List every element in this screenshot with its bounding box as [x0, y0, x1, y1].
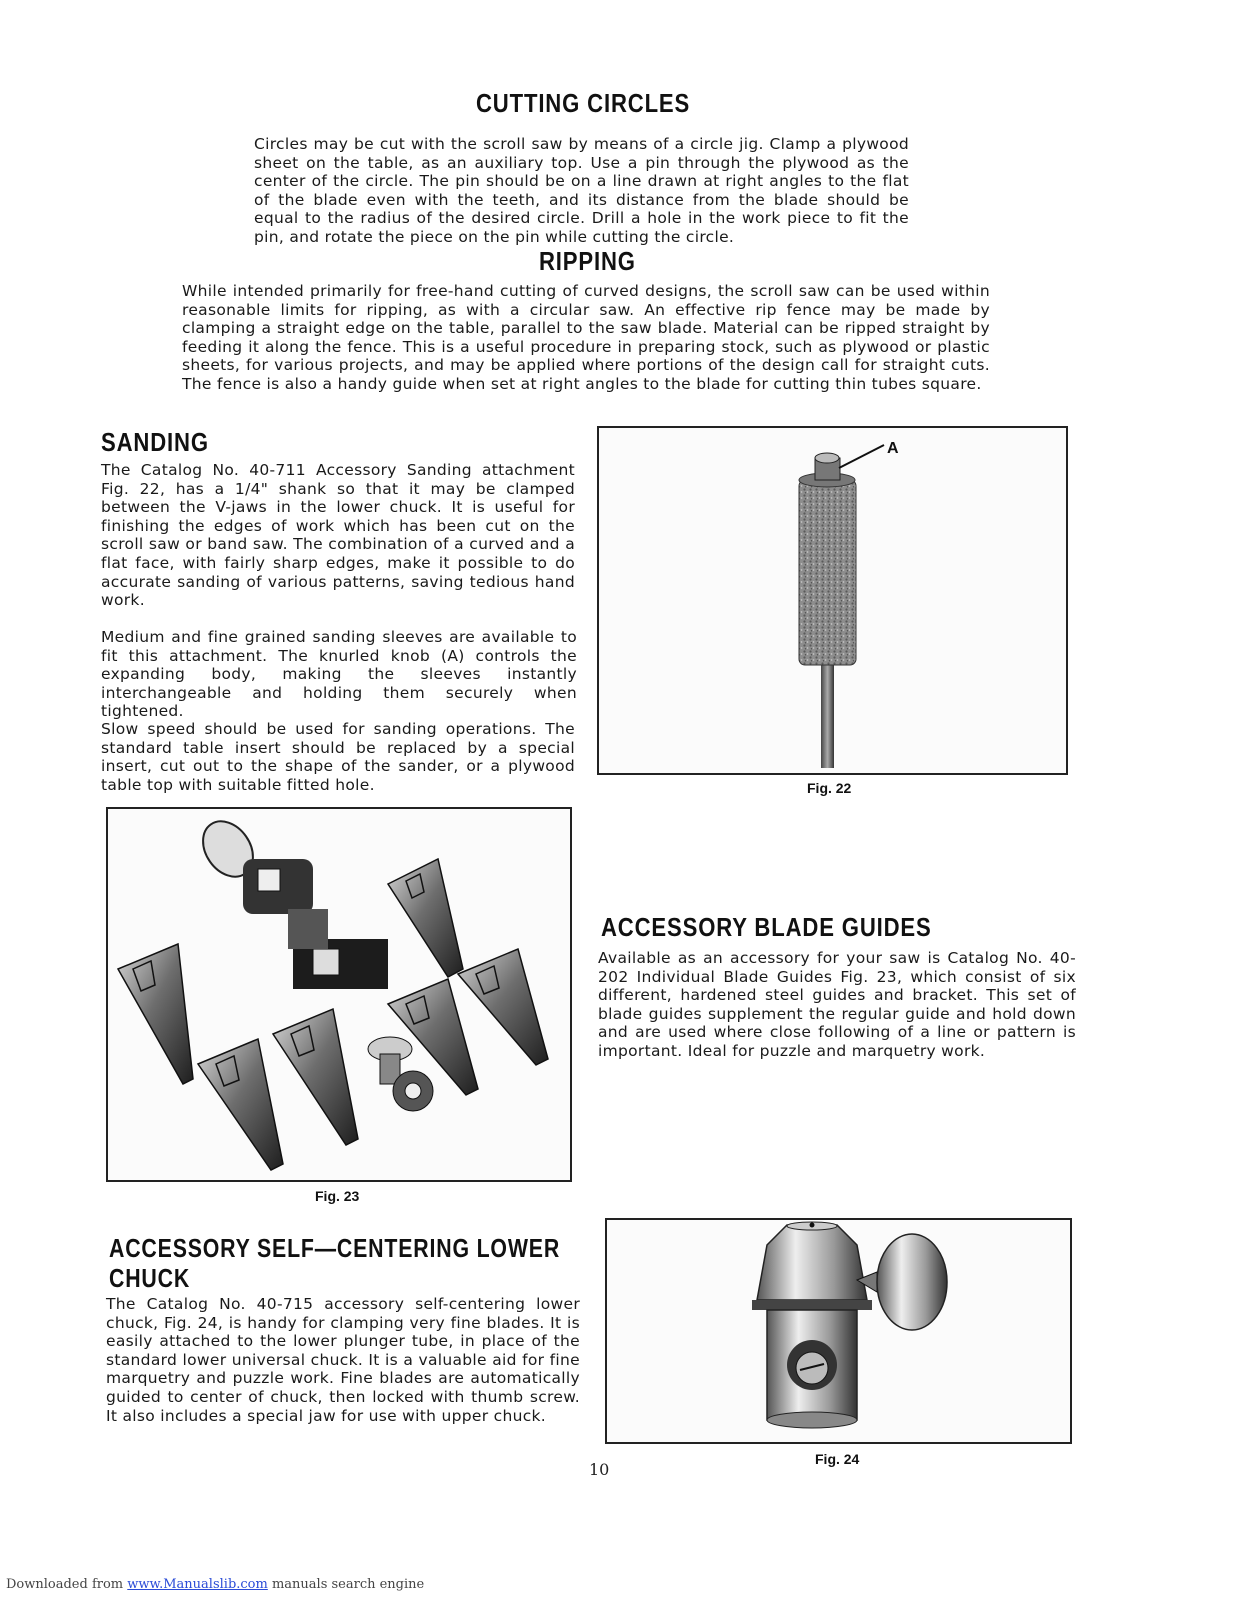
page-number: 10 [589, 1460, 610, 1479]
footer-suffix: manuals search engine [267, 1577, 425, 1592]
footer-prefix: Downloaded from [6, 1577, 128, 1592]
fig22-label-a: A [887, 440, 899, 457]
cutting-circles-text: Circles may be cut with the scroll saw by means of a circle jig. Clamp a plywood sheet on the table, as an auxiliary top. Use a pin through the plywood as the center of the circle. The pin should be on a line drawn at right angles to the flat of the blade even with the teeth, and its distance from the blade should be equal to the radius of the desired circle. Drill a hole in the work piece to fit the pin, and rotate the piece on the pin while cutting the circle. [254, 135, 909, 246]
lower-chuck-heading-line2: CHUCK [109, 1263, 191, 1293]
sanding-heading: SANDING [101, 427, 209, 457]
blade-guides-illustration [108, 809, 570, 1180]
sanding-paragraph-3: Slow speed should be used for sanding operations. The standard table insert should be replaced by a special insert, cut out to the shape of the sander, or a plywood table top with suitable fitted hole. [101, 720, 575, 794]
download-footer [6, 1577, 424, 1592]
sanding-paragraph-1: The Catalog No. 40-711 Accessory Sanding attachment Fig. 22, has a 1/4" shank so that it may be clamped between the V-jaws in the lower chuck. It is useful for finishing the edges of work which has been cut on the scroll saw or band saw. The combination of a curved and a flat face, with fairly sharp edges, make it possible to do accurate sanding of various patterns, saving tedious hand work. [101, 461, 575, 610]
cutting-circles-heading: CUTTING CIRCLES [476, 88, 691, 118]
ripping-text: While intended primarily for free-hand cutting of curved designs, the scroll saw can be used within reasonable limits for ripping, as with a circular saw. An effective rip fence may be made by clamping a straight edge on the table, parallel to the saw blade. Material can be ripped straight by feeding it along the fence. This is a useful procedure in preparing stock, such as plywood or plastic sheets, for various projects, and may be applied where portions of the design call for straight cuts. The fence is also a handy guide when set at right angles to the blade for cutting thin tubes square. [182, 282, 990, 393]
blade-guides-text: Available as an accessory for your saw is Catalog No. 40-202 Individual Blade Guides Fig. 23, which consist of six different, hardened steel guides and bracket. This set of blade guides supplement the regular guide and hold down and are used where close following of a line or pattern is important. Ideal for puzzle and marquetry work. [598, 949, 1076, 1060]
fig22-caption: Fig. 22 [807, 780, 852, 796]
lower-chuck-text: The Catalog No. 40-715 accessory self-centering lower chuck, Fig. 24, is handy for clamping very fine blades. It is easily attached to the lower plunger tube, in place of the standard lower universal chuck. It is a valuable aid for fine marquetry and puzzle work. Fine blades are automatically guided to center of chuck, then locked with thumb screw. It also includes a special jaw for use with upper chuck. [106, 1295, 580, 1425]
self-centering-chuck-illustration [607, 1220, 1070, 1442]
ripping-heading: RIPPING [539, 246, 636, 276]
sanding-attachment-illustration [599, 428, 1066, 773]
fig24-photo [605, 1218, 1072, 1444]
blade-guides-heading: ACCESSORY BLADE GUIDES [601, 912, 932, 942]
fig22-photo [597, 426, 1068, 775]
manualslib-link[interactable]: www.Manualslib.com [127, 1577, 268, 1592]
fig24-caption: Fig. 24 [815, 1451, 860, 1467]
fig23-caption: Fig. 23 [315, 1188, 360, 1204]
fig23-photo [106, 807, 572, 1182]
lower-chuck-heading-line1: ACCESSORY SELF—CENTERING LOWER [109, 1233, 561, 1263]
sanding-paragraph-2: Medium and fine grained sanding sleeves are available to fit this attachment. The knurled knob (A) controls the expanding body, making the sleeves instantly interchangeable and holding them securely when tightened. [101, 628, 577, 721]
